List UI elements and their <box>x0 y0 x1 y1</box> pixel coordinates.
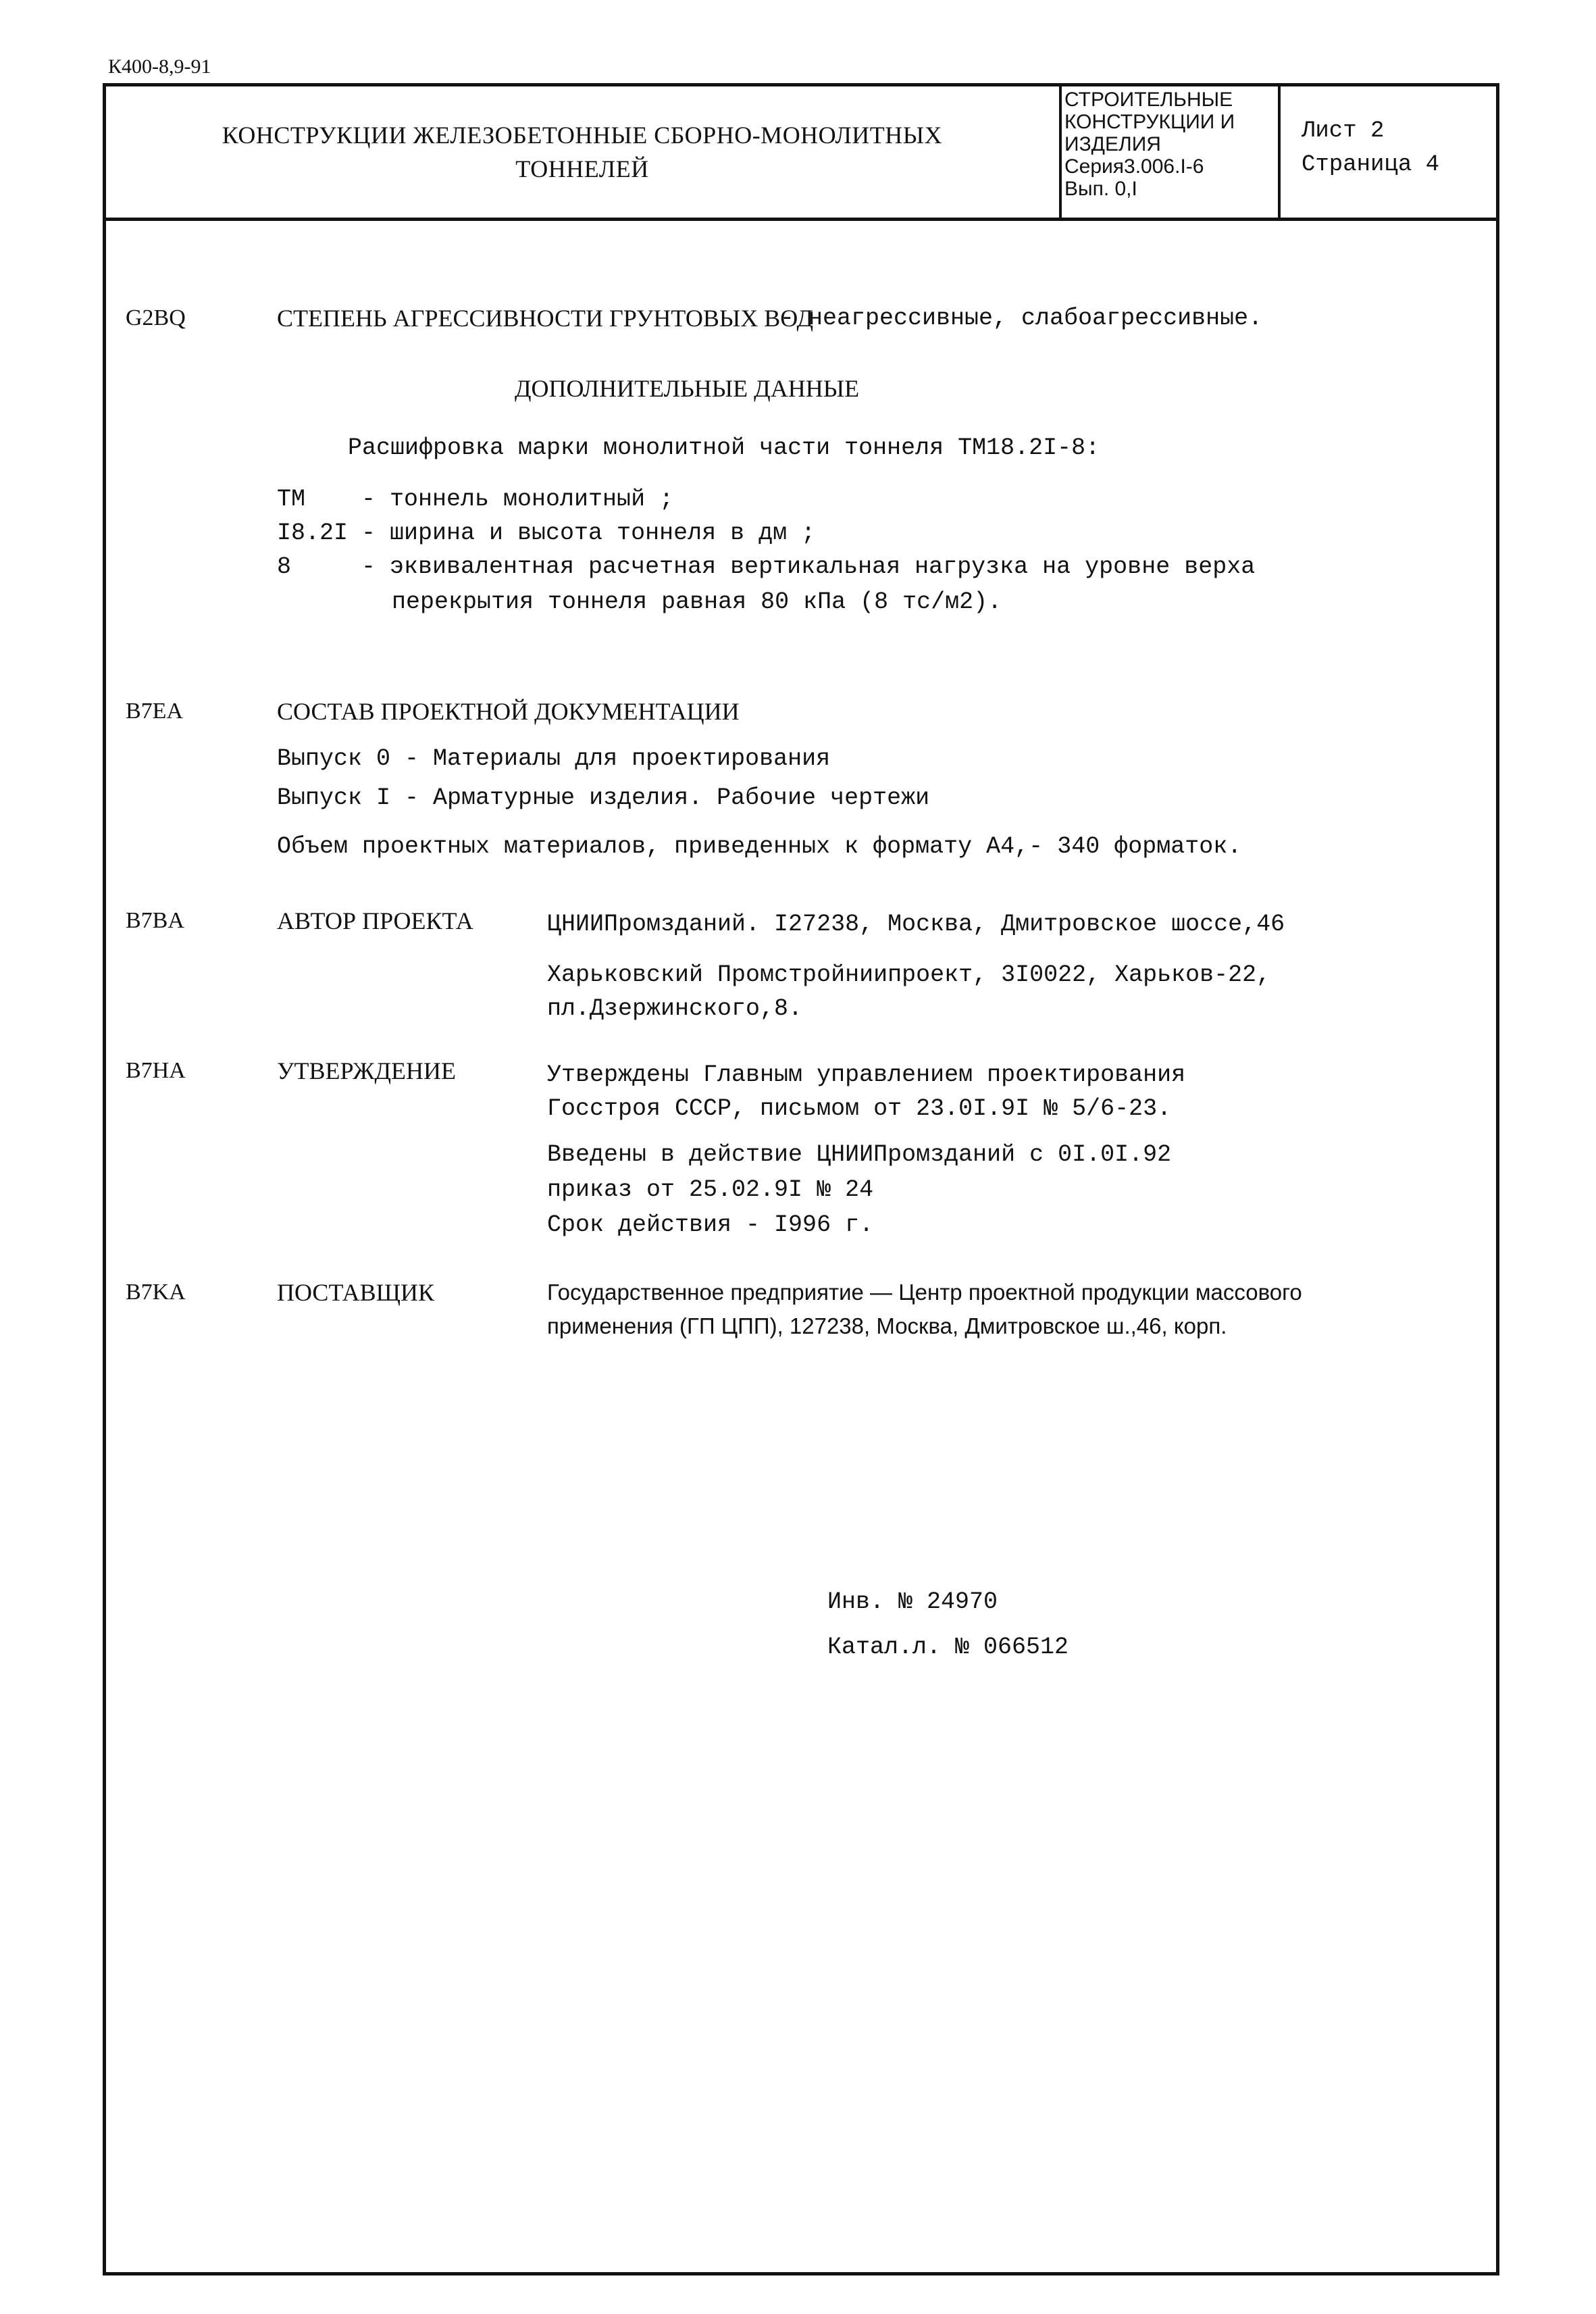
title-block <box>103 83 1499 221</box>
approval-line: Срок действия - I996 г. <box>547 1211 874 1238</box>
series-line: СТРОИТЕЛЬНЫЕ <box>1064 89 1233 111</box>
title-line: КОНСТРУКЦИИ ЖЕЛЕЗОБЕТОННЫЕ СБОРНО-МОНОЛИТНЫХ <box>222 122 943 149</box>
sheet-number: Лист 2 <box>1302 118 1385 144</box>
composition-line: Выпуск I - Арматурные изделия. Рабочие чертежи <box>277 784 930 811</box>
sheet-info <box>1302 114 1439 182</box>
section-code: B7KA <box>126 1280 186 1305</box>
composition-volume: Объем проектных материалов, приведенных к формату А4,- 340 форматок. <box>277 833 1242 860</box>
section-value: - неагрессивные, слабоагрессивные. <box>780 305 1263 332</box>
author-line: Харьковский Промстройниипроект, 3I0022, Харьков-22, <box>547 961 1271 988</box>
decode-key: 8 <box>277 553 292 580</box>
document-code: К400-8,9-91 <box>108 55 211 78</box>
author-line: пл.Дзержинского,8. <box>547 995 803 1022</box>
approval-line: Утверждены Главным управлением проектирования <box>547 1061 1186 1088</box>
approval-line: Госстроя СССР, письмом от 23.0I.9I № 5/6-23. <box>547 1095 1172 1122</box>
supplier-line: Государственное предприятие — Центр проектной продукции массового <box>547 1280 1302 1305</box>
composition-line: Выпуск 0 - Материалы для проектирования <box>277 745 831 772</box>
document-title <box>103 118 1062 186</box>
decode-text: - тоннель монолитный ; <box>361 486 674 513</box>
section-code: B7BA <box>126 908 184 933</box>
decode-key: I8.2I <box>277 520 349 547</box>
section-label: СТЕПЕНЬ АГРЕССИВНОСТИ ГРУНТОВЫХ ВОД <box>277 305 814 332</box>
section-code: B7EA <box>126 699 183 724</box>
approval-line: приказ от 25.02.9I № 24 <box>547 1176 874 1203</box>
supplier-line: применения (ГП ЦПП), 127238, Москва, Дмитровское ш.,46, корп. <box>547 1313 1227 1338</box>
section-code: G2BQ <box>126 305 186 330</box>
series-line: Вып. 0,I <box>1064 178 1137 200</box>
section-label: ПОСТАВЩИК <box>277 1279 434 1306</box>
section-label: СОСТАВ ПРОЕКТНОЙ ДОКУМЕНТАЦИИ <box>277 698 740 725</box>
decode-intro: Расшифровка марки монолитной части тоннеля ТМ18.2I-8: <box>348 434 1100 461</box>
catalog-number: Катал.л. № 066512 <box>827 1634 1069 1661</box>
title-block-divider <box>1278 83 1281 218</box>
title-line: ТОННЕЛЕЙ <box>515 155 649 182</box>
additional-heading: ДОПОЛНИТЕЛЬНЫЕ ДАННЫЕ <box>515 375 860 402</box>
inventory-number: Инв. № 24970 <box>827 1588 998 1615</box>
author-line: ЦНИИПромзданий. I27238, Москва, Дмитровское шоссе,46 <box>547 911 1285 938</box>
series-line: Серия3.006.I-6 <box>1064 155 1204 178</box>
series-line: ИЗДЕЛИЯ <box>1064 133 1161 155</box>
section-label: УТВЕРЖДЕНИЕ <box>277 1057 457 1084</box>
decode-text-cont: перекрытия тоннеля равная 80 кПа (8 тс/м2). <box>392 588 1002 615</box>
decode-key: ТМ <box>277 486 306 513</box>
section-code: B7HA <box>126 1058 186 1083</box>
approval-line: Введены в действие ЦНИИПромзданий с 0I.0I.92 <box>547 1141 1172 1168</box>
series-line: КОНСТРУКЦИИ И <box>1064 111 1235 133</box>
page-number: Страница 4 <box>1302 152 1440 178</box>
decode-text: - эквивалентная расчетная вертикальная нагрузка на уровне верха <box>361 553 1256 580</box>
decode-text: - ширина и высота тоннеля в дм ; <box>361 520 816 547</box>
series-info <box>1064 89 1267 200</box>
section-label: АВТОР ПРОЕКТА <box>277 907 473 934</box>
